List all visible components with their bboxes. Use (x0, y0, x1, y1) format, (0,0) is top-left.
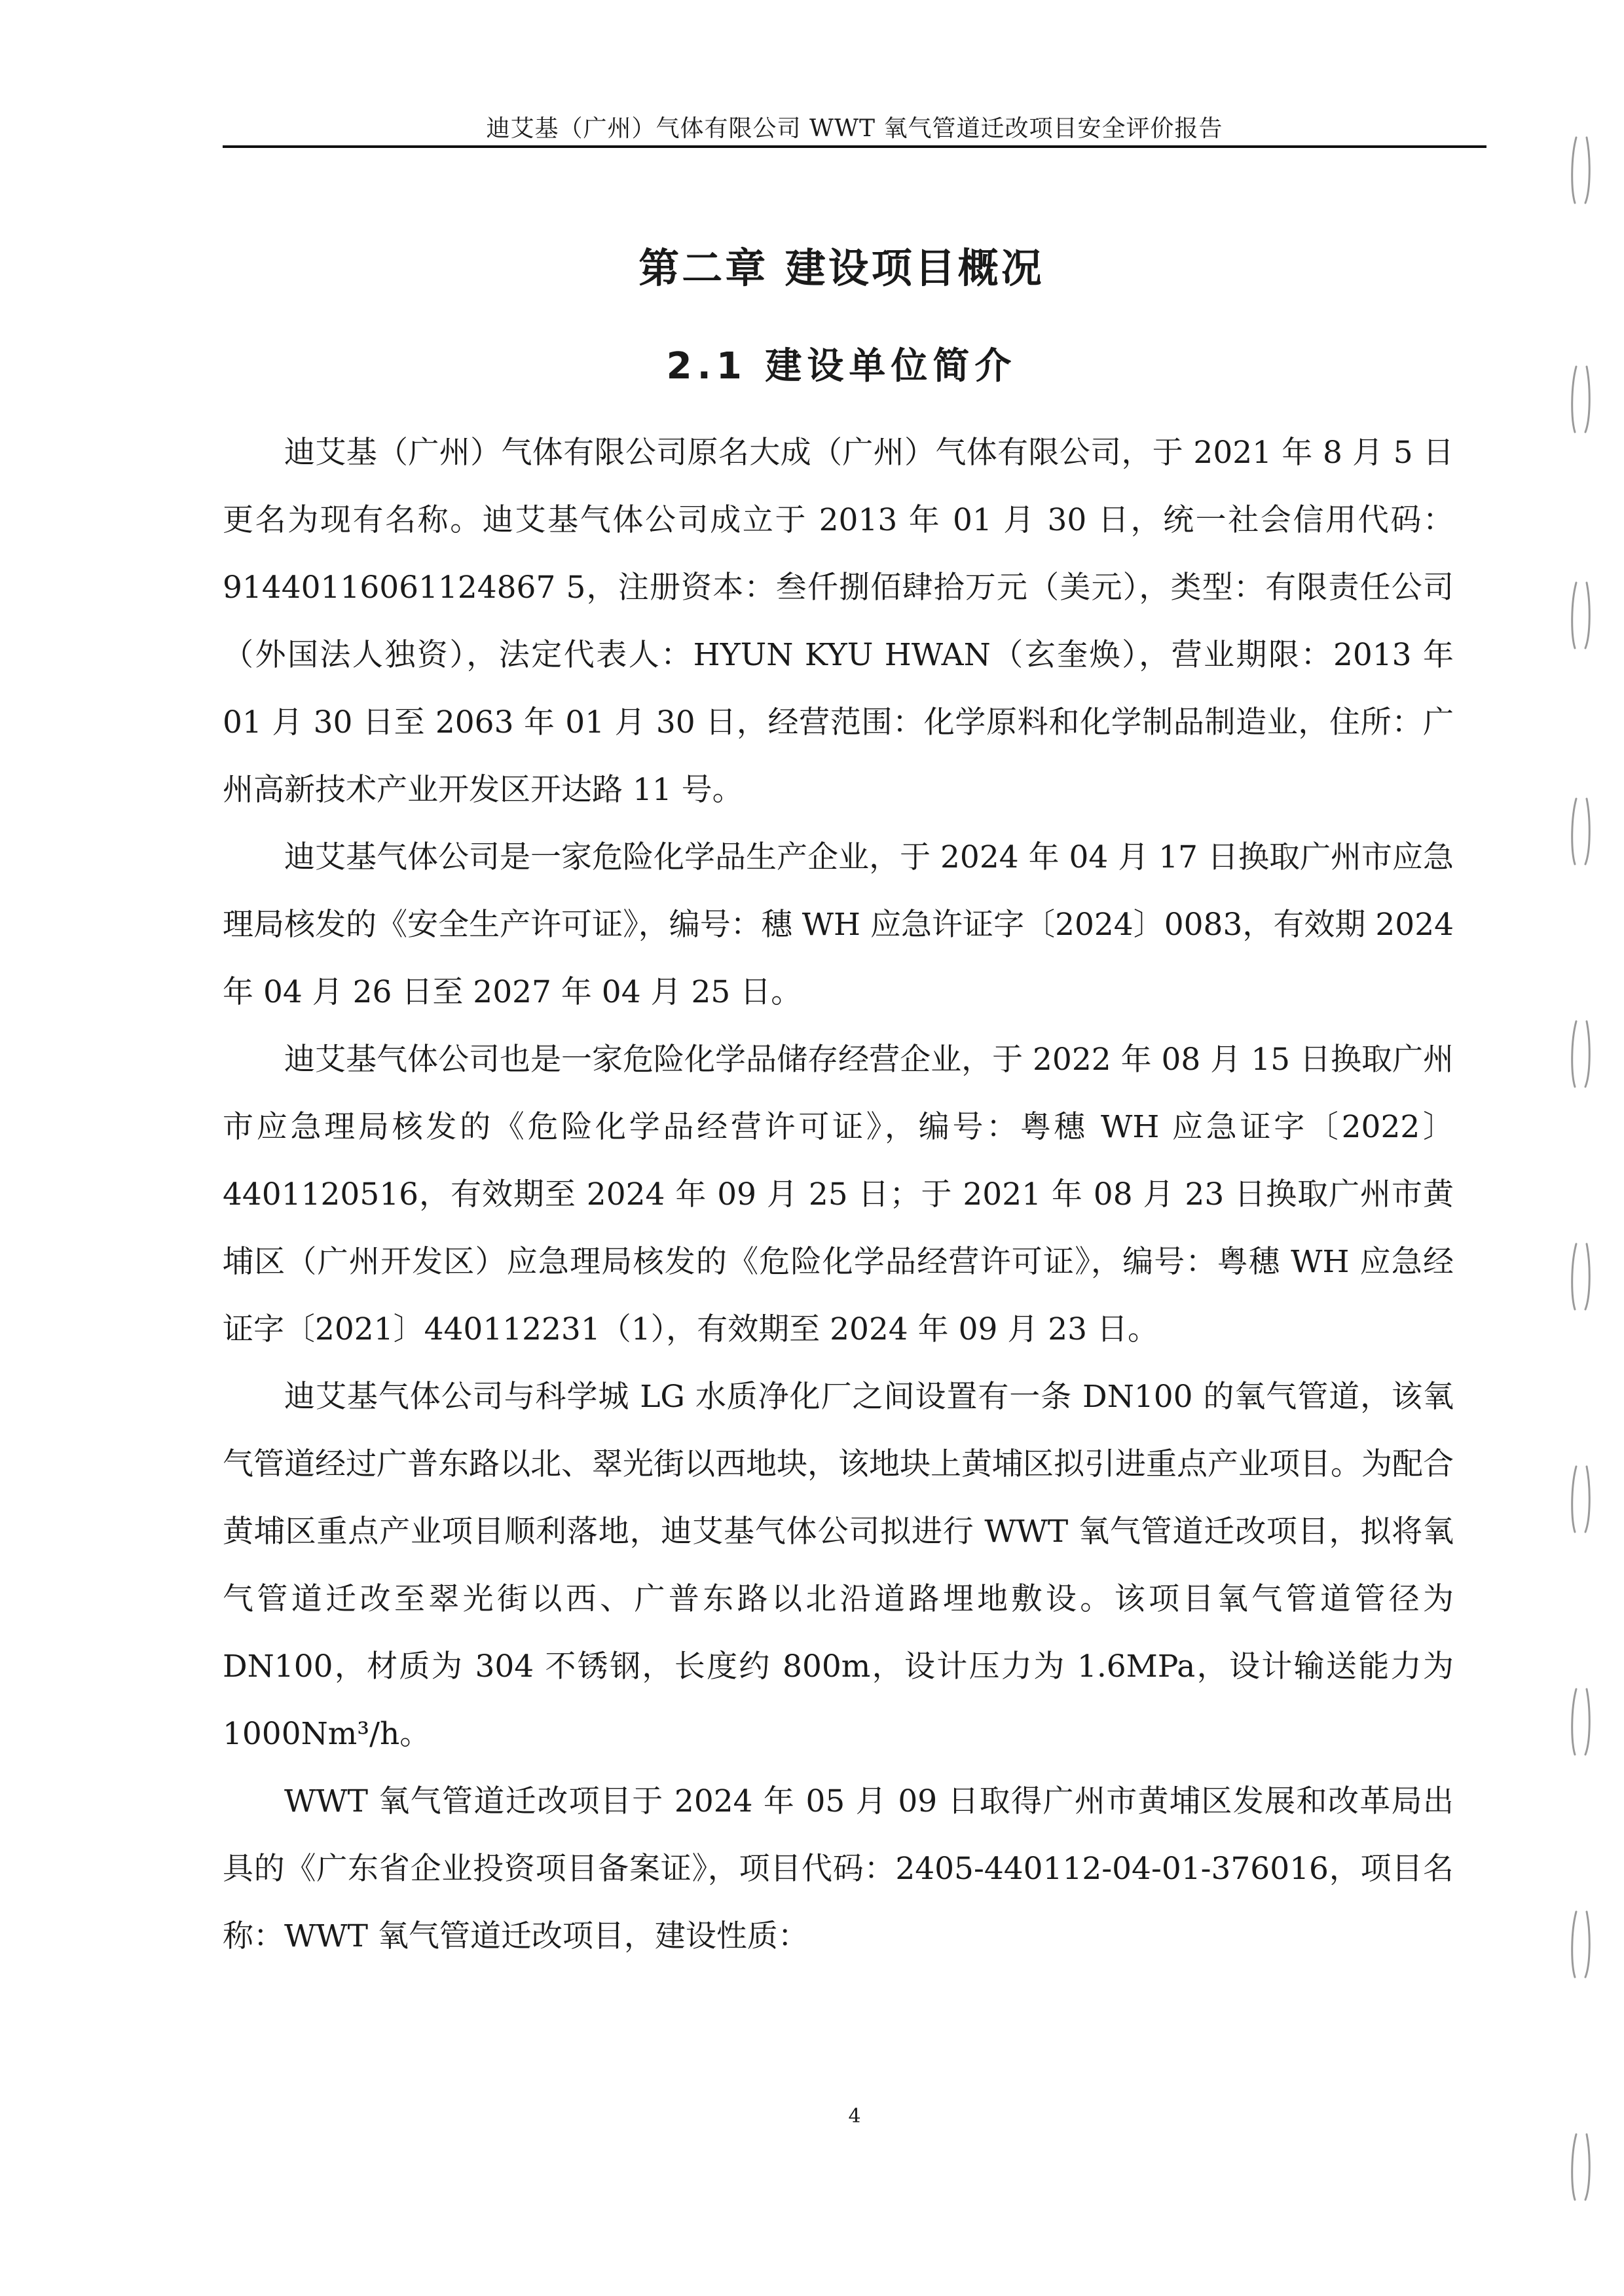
page-number: 4 (848, 2105, 861, 2128)
chapter-title: 第二章 建设项目概况 (638, 244, 1044, 292)
header-divider (223, 145, 1486, 148)
binding-hole-marks (1562, 118, 1601, 2246)
running-header: 迪艾基（广州）气体有限公司 WWT 氧气管道迁改项目安全评价报告 (486, 115, 1223, 142)
paragraph-safety-license: 迪艾基气体公司是一家危险化学品生产企业，于 2024 年 04 月 17 日换取广州市应急理局核发的《安全生产许可证》，编号：穗 WH 应急许证字〔2024〕0083，有效期 2024 年 04 月 26 日至 2027 年 04 月 25 日。 (223, 839, 1454, 1010)
body-text (223, 419, 1454, 1970)
paragraph-project-filing: WWT 氧气管道迁改项目于 2024 年 05 月 09 日取得广州市黄埔区发展和改革局出具的《广东省企业投资项目备案证》，项目代码：2405-440112-04-01-376016，项目名称：WWT 氧气管道迁改项目，建设性质： (223, 1783, 1454, 1954)
paragraph-company-profile: 迪艾基（广州）气体有限公司原名大成（广州）气体有限公司，于 2021 年 8 月 5 日更名为现有名称。迪艾基气体公司成立于 2013 年 01 月 30 日，统一社会信用代码：91440116061124867 5，注册资本：叁仟捌佰肆拾万元（美元），类型：有限责任公司（外国法人独资），法定代表人：HYUN KYU HWAN（玄奎焕），营业期限：2013 年 01 月 30 日至 2063 年 01 月 30 日，经营范围：化学原料和化学制品制造业，住所：广州高新技术产业开发区开达路 11 号。 (223, 435, 1454, 808)
section-title: 2.1 建设单位简介 (666, 345, 1017, 388)
paragraph-pipeline-project: 迪艾基气体公司与科学城 LG 水质净化厂之间设置有一条 DN100 的氧气管道，该氧气管道经过广普东路以北、翠光街以西地块，该地块上黄埔区拟引进重点产业项目。为配合黄埔区重点产业项目顺利落地，迪艾基气体公司拟进行 WWT 氧气管道迁改项目，拟将氧气管道迁改至翠光街以西、广普东路以北沿道路埋地敷设。该项目氧气管道管径为 DN100，材质为 304 不锈钢，长度约 800m，设计压力为 1.6MPa，设计输送能力为 1000Nm³/h。 (223, 1379, 1454, 1752)
paragraph-business-license: 迪艾基气体公司也是一家危险化学品储存经营企业，于 2022 年 08 月 15 日换取广州市应急理局核发的《危险化学品经营许可证》，编号：粤穗 WH 应急证字〔2022〕4401120516，有效期至 2024 年 09 月 25 日；于 2021 年 08 月 23 日换取广州市黄埔区（广州开发区）应急理局核发的《危险化学品经营许可证》，编号：粤穗 WH 应急经证字〔2021〕440112231（1），有效期至 2024 年 09 月 23 日。 (223, 1042, 1454, 1347)
